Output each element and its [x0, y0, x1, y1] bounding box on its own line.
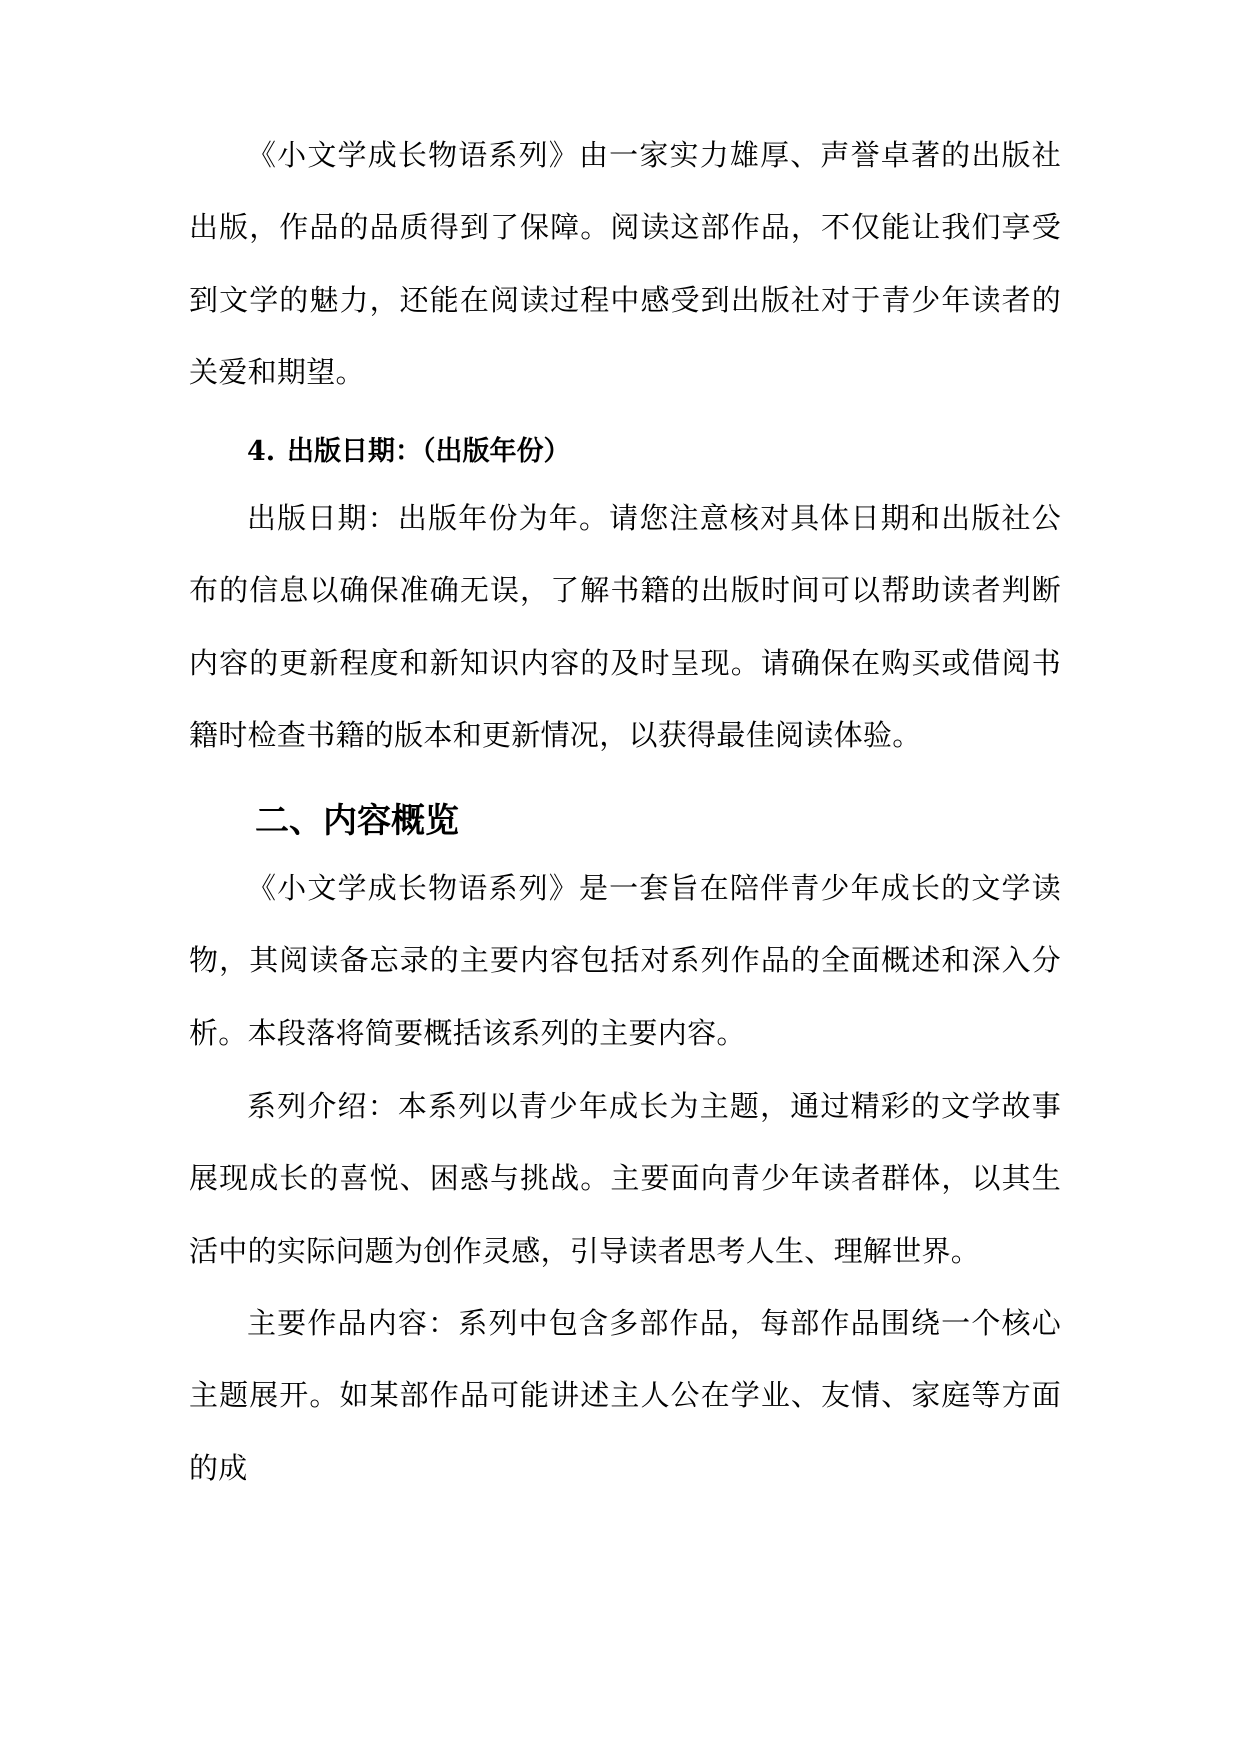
paragraph-overview: 《小文学成长物语系列》是一套旨在陪伴青少年成长的文学读物，其阅读备忘录的主要内容包括对系列作品的全面概述和深入分析。本段落将简要概括该系列的主要内容。 — [189, 871, 1061, 1050]
subsection-title: 出版日期：（出版年份） — [287, 436, 571, 467]
paragraph-publish-date: 出版日期：出版年份为年。请您注意核对具体日期和出版社公布的信息以确保准确无误，了解书籍的出版时间可以帮助读者判断内容的更新程度和新知识内容的及时呈现。请确保在购买或借阅书籍时检查书籍的版本和更新情况，以获得最佳阅读体验。 — [189, 501, 1061, 752]
subsection-number: 4. — [247, 436, 276, 467]
subsection-heading-publish-date — [247, 432, 571, 472]
paragraph-main-works: 主要作品内容：系列中包含多部作品，每部作品围绕一个核心主题展开。如某部作品可能讲述主人公在学业、友情、家庭等方面的成 — [189, 1306, 1061, 1485]
paragraph-series-intro: 系列介绍：本系列以青少年成长为主题，通过精彩的文学故事展现成长的喜悦、困惑与挑战。主要面向青少年读者群体，以其生活中的实际问题为创作灵感，引导读者思考人生、理解世界。 — [189, 1089, 1061, 1268]
paragraph-publisher: 《小文学成长物语系列》由一家实力雄厚、声誉卓著的出版社出版，作品的品质得到了保障。阅读这部作品，不仅能让我们享受到文学的魅力，还能在阅读过程中感受到出版社对于青少年读者的关爱和期望。 — [189, 138, 1061, 389]
section-heading-content-overview: 二、内容概览 — [255, 801, 459, 841]
